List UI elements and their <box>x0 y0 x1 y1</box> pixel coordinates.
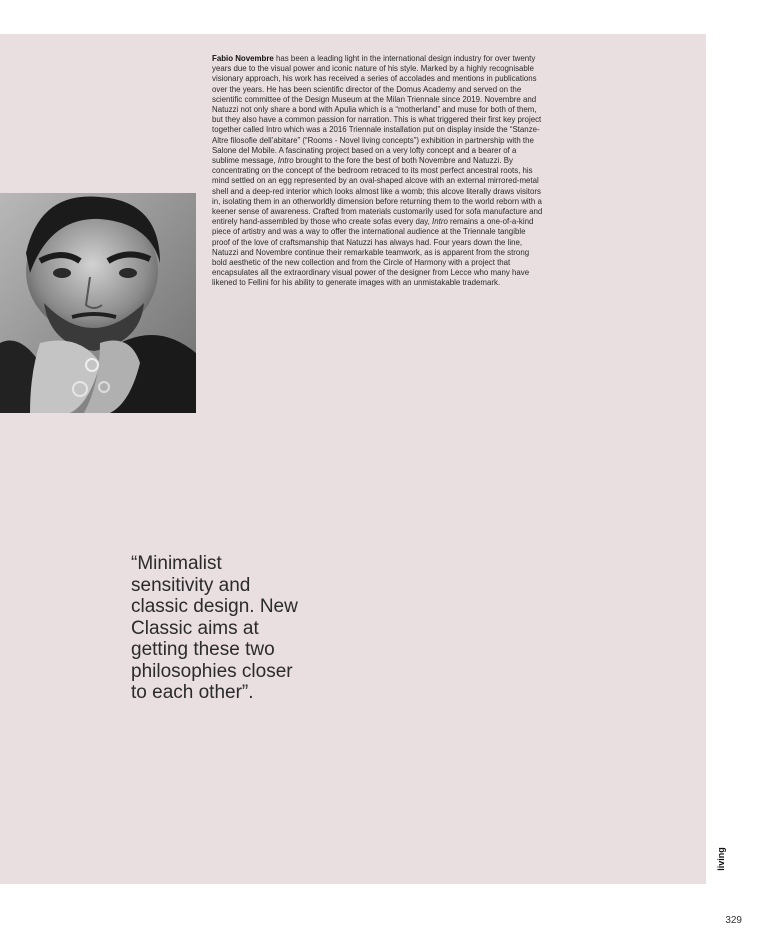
pull-quote: “Minimalist sensitivity and classic design. New Classic aims at getting these two philosophies closer to each other”. <box>131 553 298 703</box>
body-segment: brought to the fore the best of both Novembre and Natuzzi. By concentrating on the concept of the bedroom retraced to its most perfect ancestral roots, his mind settled on an egg represented by an oval-shaped alcove with an external mirrored-metal shell and a deep-red interior which looks almost like a womb; this alcove literally draws visitors in, isolating them in an otherworldly dimension before returning them to the world reborn with a keener sense of awareness. Crafted from materials customarily used for sofa manufacture and entirely hand-assembled by those who create sofas every day, <box>212 156 543 227</box>
portrait-photo <box>0 193 196 413</box>
page-number: 329 <box>725 915 742 926</box>
author-name: Fabio Novembre <box>212 54 274 63</box>
body-segment: remains a one-of-a-kind piece of artistry and was a way to offer the international audience at the Triennale tangible proof of the love of craftsmanship that Natuzzi has always had. Four years down the line, Natuzzi and Novembre continue their remarkable teamwork, as is apparent from the strong bold aesthetic of the new collection and from the Circle of Harmony with a project that encapsulates all the extraordinary visual power of the designer from Lecce who many have likened to Fellini for his ability to generate images with an unmistakable trademark. <box>212 217 534 288</box>
body-segment-italic: Intro <box>432 217 448 227</box>
body-segment-italic: Intro <box>277 156 294 166</box>
section-label: living <box>716 847 726 871</box>
body-segment: has been a leading light in the international design industry for over twenty years due to the visual power and iconic nature of his style. Marked by a highly recognisable visionary approach, his work has received a series of accolades and mentions in publications over the years. He has been scientific director of the Domus Academy and served on the scientific committee of the Design Museum at the Milan Triennale since 2019. Novembre and Natuzzi not only share a bond with Apulia which is a “motherland” and muse for both of them, but they also have a common passion for narration. This is what triggered their first key project together called Intro which was a 2016 Triennale installation put on display inside the “Stanze- Altre filosofie dell’abitare” (“Rooms - Novel living concepts”) exhibition in partnership with the Salone del Mobile. A fascinating project based on a very lofty concept and a bearer of a sublime message, <box>212 54 542 166</box>
article-body <box>212 54 544 289</box>
